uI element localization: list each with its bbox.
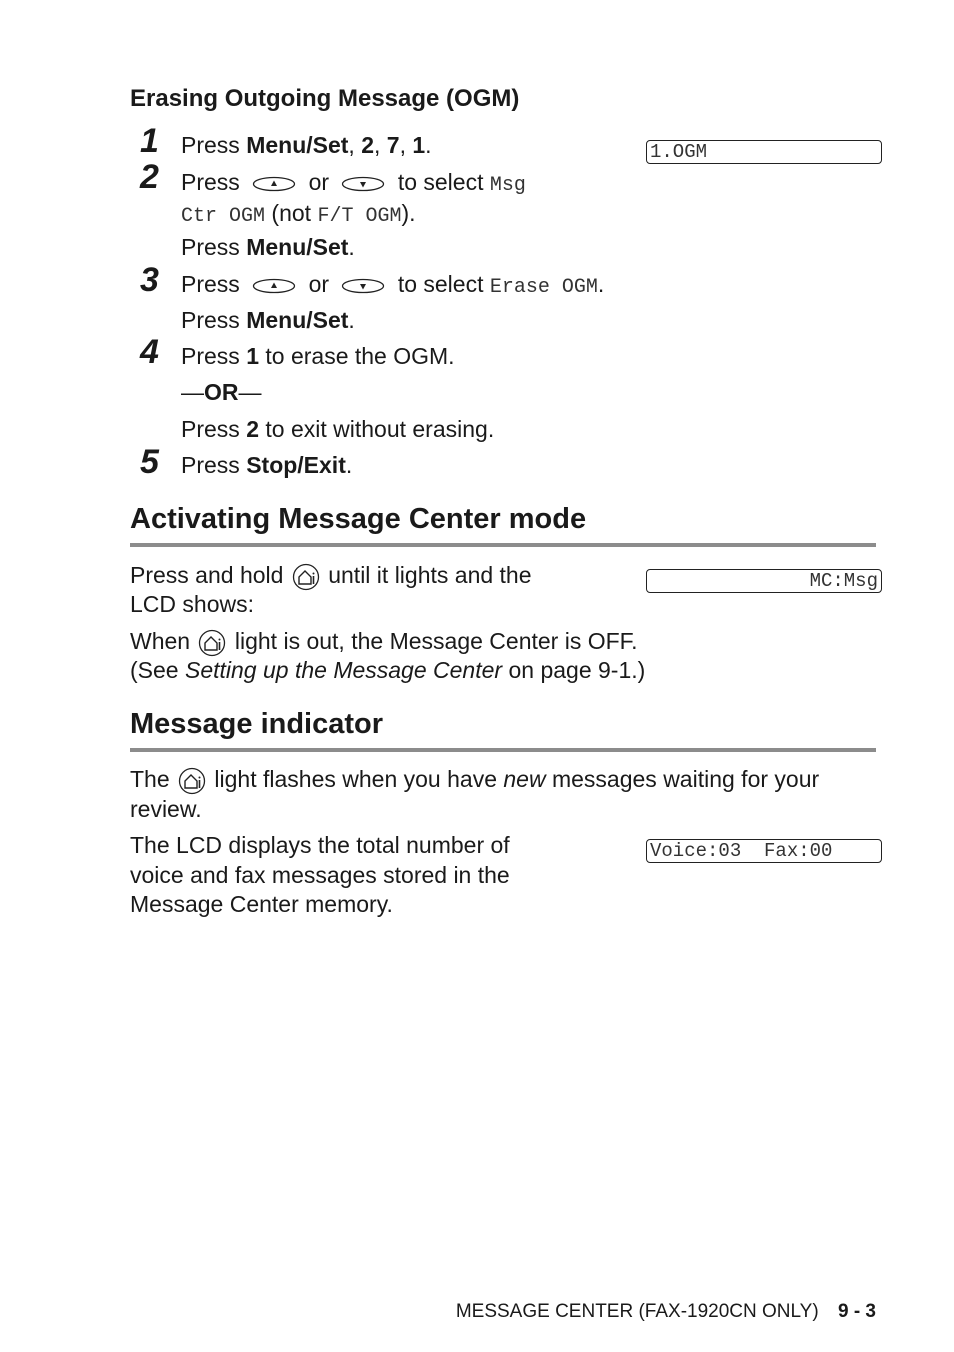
not-close-text: ). — [401, 200, 416, 226]
footer-section-label: MESSAGE CENTER (FAX-1920CN ONLY) — [455, 1301, 819, 1322]
press-label: Press — [181, 416, 247, 442]
key-7: 7 — [386, 132, 400, 158]
step-number-1: 1 — [140, 122, 159, 160]
section-rule — [130, 748, 876, 752]
lcd-option-msg: Msg — [489, 174, 526, 197]
press-and-hold-text: Press and hold — [130, 562, 284, 588]
message-center-key-icon — [198, 629, 226, 657]
activating-p1-line-1 — [130, 561, 532, 591]
the-text: The — [130, 766, 170, 792]
menu-set-key: Menu/Set — [246, 234, 349, 260]
indicator-p1-line-2: review. — [130, 796, 202, 822]
lcd-display-ogm: 1.OGM — [646, 140, 882, 164]
when-text: When — [130, 628, 191, 654]
indicator-p2-line-3: Message Center memory. — [130, 891, 393, 917]
messages-waiting-text: messages waiting for your — [545, 766, 820, 792]
to-select-label: to select — [397, 271, 484, 297]
key-2: 2 — [361, 132, 374, 158]
new-emphasis: new — [503, 766, 546, 792]
step-3-line-1 — [181, 270, 604, 302]
step-number-2: 2 — [140, 158, 159, 196]
page-ref-text: on page 9-1.) — [502, 657, 646, 683]
lcd-display-mc-msg: MC:Msg — [646, 569, 882, 593]
step-2-line-3 — [181, 233, 355, 261]
or-label: OR — [204, 379, 239, 405]
down-arrow-key-icon — [341, 176, 385, 192]
cross-reference-link[interactable]: Setting up the Message Center — [184, 657, 503, 683]
step-1-text — [181, 131, 432, 159]
step-4-line-1 — [181, 342, 455, 370]
separator: , — [374, 132, 387, 158]
message-center-key-icon — [178, 767, 206, 795]
press-label: Press — [181, 132, 240, 158]
period: . — [425, 132, 432, 158]
step-5-text — [181, 451, 352, 479]
lcd-option-ft-ogm: F/T OGM — [317, 205, 402, 228]
key-2: 2 — [246, 416, 259, 442]
step-4-line-3 — [181, 415, 494, 443]
press-label: Press — [181, 452, 247, 478]
to-select-label: to select — [397, 169, 484, 195]
step-4-erase-text: to erase the OGM. — [258, 343, 455, 369]
step-number-5: 5 — [140, 443, 159, 481]
stop-exit-key: Stop/Exit — [246, 452, 346, 478]
down-arrow-key-icon — [341, 278, 385, 294]
indicator-p2-line-1: The LCD displays the total number of — [130, 832, 510, 858]
separator: , — [348, 132, 362, 158]
press-label: Press — [181, 343, 247, 369]
step-number-4: 4 — [140, 333, 159, 371]
step-2-line-1 — [181, 168, 526, 200]
press-label: Press — [181, 307, 247, 333]
page-footer — [456, 1300, 876, 1324]
activating-section-title: Activating Message Center mode — [130, 503, 587, 535]
press-label: Press — [181, 169, 240, 195]
or-label: or — [308, 271, 330, 297]
section-rule — [130, 543, 876, 547]
light-out-text: light is out, the Message Center is OFF. — [234, 628, 638, 654]
light-flashes-text: light flashes when you have — [214, 766, 504, 792]
menu-set-key: Menu/Set — [246, 132, 349, 158]
up-arrow-key-icon — [252, 176, 296, 192]
see-text: (See — [130, 657, 185, 683]
lcd-display-voice-fax: Voice:03 Fax:00 — [646, 839, 882, 863]
step-2-line-2 — [181, 199, 416, 231]
lcd-option-erase-ogm: Erase OGM — [489, 276, 598, 299]
period: . — [348, 307, 355, 333]
activating-p2-line-1 — [130, 627, 638, 657]
period: . — [345, 452, 353, 478]
step-number-3: 3 — [140, 261, 159, 299]
or-divider — [181, 378, 262, 406]
step-4-exit-text: to exit without erasing. — [258, 416, 495, 442]
page-number: 9 - 3 — [837, 1301, 876, 1322]
separator: , — [399, 132, 413, 158]
press-label: Press — [181, 234, 247, 260]
indicator-p1-line-1 — [130, 765, 819, 795]
dash: — — [238, 379, 262, 405]
indicator-p2-line-2: voice and fax messages stored in the — [130, 862, 510, 888]
dash: — — [181, 379, 204, 405]
indicator-section-title: Message indicator — [130, 708, 384, 740]
activating-p2-line-2 — [130, 656, 645, 684]
message-center-key-icon — [292, 563, 320, 591]
lcd-option-ctr-ogm: Ctr OGM — [181, 205, 266, 228]
step-3-line-2 — [181, 306, 355, 334]
ogm-section-title: Erasing Outgoing Message (OGM) — [130, 85, 520, 112]
until-lights-text: until it lights and the — [328, 562, 532, 588]
activating-p1-line-2: LCD shows: — [130, 591, 254, 617]
menu-set-key: Menu/Set — [246, 307, 349, 333]
period: . — [348, 234, 355, 260]
not-open-text: (not — [265, 200, 318, 226]
key-1: 1 — [412, 132, 426, 158]
press-label: Press — [181, 271, 240, 297]
key-1: 1 — [246, 343, 259, 369]
or-label: or — [308, 169, 330, 195]
up-arrow-key-icon — [252, 278, 296, 294]
period: . — [597, 271, 605, 297]
